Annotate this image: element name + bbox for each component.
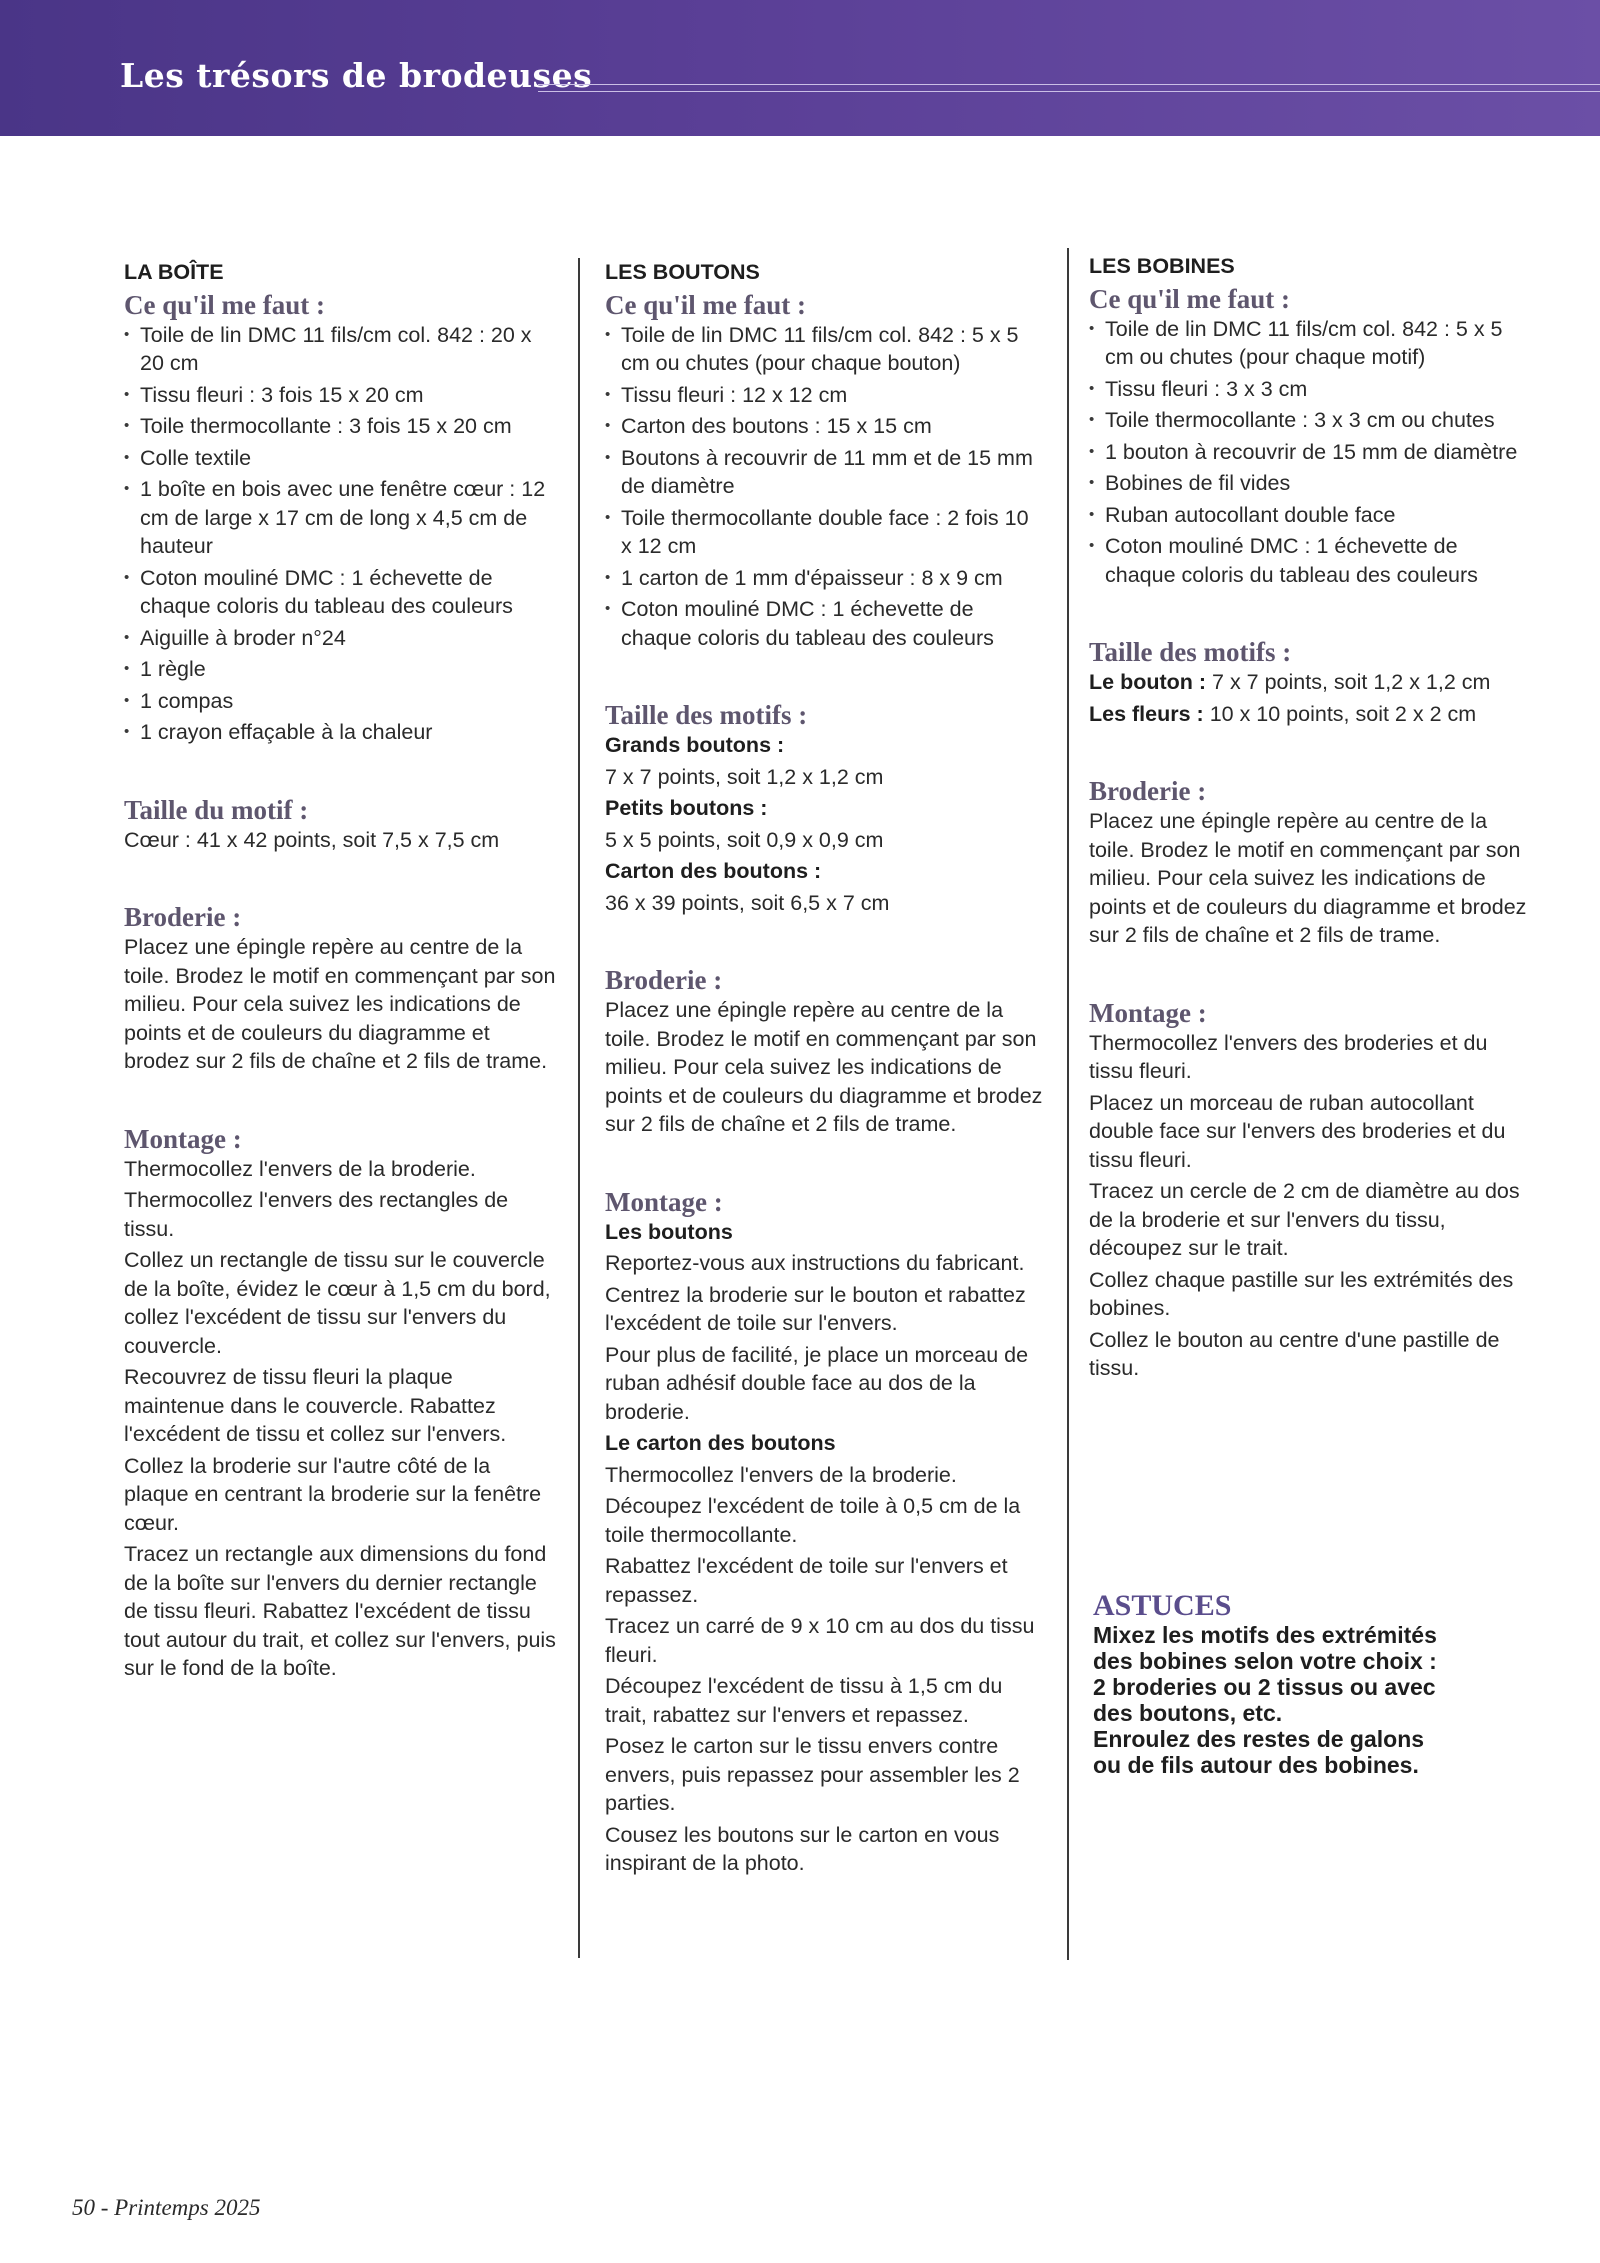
montage-step: Centrez la broderie sur le bouton et rabattez l'excédent de toile sur l'envers.: [605, 1282, 1026, 1335]
size-line: [1089, 700, 1529, 729]
materials-list: [1089, 315, 1529, 590]
montage-step: Thermocollez l'envers de la broderie.: [605, 1462, 957, 1487]
montage-step: Collez un rectangle de tissu sur le couvercle de la boîte, évidez le cœur à 1,5 cm du bord, collez l'excédent de tissu sur l'envers du couvercle.: [124, 1248, 551, 1358]
montage-step: Reportez-vous aux instructions du fabricant.: [605, 1251, 1025, 1275]
list-item: • Bobines de fil vides: [1089, 469, 1529, 498]
montage-subheading: Le carton des boutons: [605, 1431, 836, 1455]
montage-step: Tracez un carré de 9 x 10 cm au dos du tissu fleuri.: [605, 1614, 1035, 1667]
size-heading: Taille du motif :: [124, 794, 309, 825]
astuces-line: Mixez les motifs des extrémités: [1093, 1622, 1437, 1648]
materials-heading: Ce qu'il me faut :: [605, 289, 806, 320]
broderie-heading: Broderie :: [124, 902, 242, 932]
column-divider: [578, 258, 580, 1958]
montage-step: Collez chaque pastille sur les extrémités des bobines.: [1089, 1267, 1514, 1320]
list-item: • 1 boîte en bois avec une fenêtre cœur : 12 cm de large x 17 cm de long x 4,5 cm de hauteur: [124, 475, 556, 561]
size-label: Grands boutons :: [605, 733, 785, 757]
astuces-line: des bobines selon votre choix :: [1093, 1648, 1437, 1674]
list-item: • 1 carton de 1 mm d'épaisseur : 8 x 9 cm: [605, 564, 1045, 593]
list-item: • Tissu fleuri : 3 fois 15 x 20 cm: [124, 381, 556, 410]
header-rule: [538, 84, 1600, 92]
broderie-text: Placez une épingle repère au centre de la toile. Brodez le motif en commençant par son milieu. Pour cela suivez les indications de points et de couleurs du diagramme et brodez sur 2 fils de chaîne et 2 fils de trame.: [124, 935, 556, 1073]
size-label: Carton des boutons :: [605, 859, 822, 883]
size-value: 7 x 7 points, soit 1,2 x 1,2 cm: [605, 764, 884, 789]
magazine-section-title: Les trésors de brodeuses: [120, 56, 593, 95]
size-value: 7 x 7 points, soit 1,2 x 1,2 cm: [1212, 670, 1491, 694]
list-item: • Toile de lin DMC 11 fils/cm col. 842 : 5 x 5 cm ou chutes (pour chaque motif): [1089, 315, 1529, 372]
materials-heading: Ce qu'il me faut :: [124, 289, 325, 320]
list-item: • Coton mouliné DMC : 1 échevette de chaque coloris du tableau des couleurs: [605, 595, 1045, 652]
list-item: • Toile thermocollante : 3 x 3 cm ou chutes: [1089, 406, 1529, 435]
page-footer: 50 - Printemps 2025: [72, 2195, 261, 2220]
size-heading: Taille des motifs :: [1089, 637, 1292, 667]
broderie-text: Placez une épingle repère au centre de la toile. Brodez le motif en commençant par son milieu. Pour cela suivez les indications de points et de couleurs du diagramme et brodez sur 2 fils de chaîne et 2 fils de trame.: [605, 998, 1043, 1136]
montage-heading: Montage :: [1089, 997, 1207, 1028]
list-item: • Coton mouliné DMC : 1 échevette de chaque coloris du tableau des couleurs: [124, 564, 556, 621]
montage-step: Thermocollez l'envers des broderies et du tissu fleuri.: [1089, 1030, 1488, 1083]
list-item: • 1 crayon effaçable à la chaleur: [124, 718, 556, 747]
list-item: • Toile de lin DMC 11 fils/cm col. 842 : 5 x 5 cm ou chutes (pour chaque bouton): [605, 321, 1045, 378]
project-title: LES BOUTONS: [605, 260, 760, 284]
materials-heading: Ce qu'il me faut :: [1089, 283, 1290, 314]
materials-list: [124, 321, 556, 747]
list-item: • 1 bouton à recouvrir de 15 mm de diamètre: [1089, 438, 1529, 467]
montage-step: Thermocollez l'envers de la broderie.: [124, 1156, 476, 1181]
list-item: • Ruban autocollant double face: [1089, 501, 1529, 530]
montage-step: Découpez l'excédent de tissu à 1,5 cm du trait, rabattez sur l'envers et repassez.: [605, 1674, 1003, 1727]
astuces-line: Enroulez des restes de galons: [1093, 1726, 1425, 1752]
size-value: 10 x 10 points, soit 2 x 2 cm: [1209, 701, 1477, 726]
size-value: 36 x 39 points, soit 6,5 x 7 cm: [605, 890, 890, 915]
list-item: • Boutons à recouvrir de 11 mm et de 15 mm de diamètre: [605, 444, 1045, 501]
montage-subheading: Les boutons: [605, 1219, 733, 1244]
astuces-line: 2 broderies ou 2 tissus ou avec: [1093, 1674, 1436, 1700]
broderie-heading: Broderie :: [1089, 776, 1207, 806]
astuces-box: [1093, 1590, 1533, 1778]
size-line: [1089, 668, 1529, 697]
montage-step: Posez le carton sur le tissu envers contre envers, puis repassez pour assembler les 2 parties.: [605, 1734, 1020, 1815]
broderie-heading: Broderie :: [605, 965, 723, 995]
montage-step: Thermocollez l'envers des rectangles de tissu.: [124, 1188, 509, 1241]
astuces-line: ou de fils autour des bobines.: [1093, 1752, 1419, 1778]
montage-step: Pour plus de facilité, je place un morceau de ruban adhésif double face au dos de la broderie.: [605, 1342, 1029, 1424]
montage-step: Cousez les boutons sur le carton en vous inspirant de la photo.: [605, 1822, 1000, 1875]
list-item: • Carton des boutons : 15 x 15 cm: [605, 412, 1045, 441]
project-title: LA BOÎTE: [124, 260, 224, 284]
montage-step: Collez le bouton au centre d'une pastille de tissu.: [1089, 1327, 1500, 1380]
size-label: Petits boutons :: [605, 796, 768, 820]
montage-step: Collez la broderie sur l'autre côté de la plaque en centrant la broderie sur la fenêtre cœur.: [124, 1453, 542, 1535]
header-banner: [0, 0, 1600, 136]
montage-step: Tracez un rectangle aux dimensions du fond de la boîte sur l'envers du dernier rectangle de tissu fleuri. Rabattez l'excédent de tissu tout autour du trait, et collez sur l'envers, puis sur le fond de la boîte.: [124, 1542, 556, 1680]
list-item: • Colle textile: [124, 444, 556, 473]
montage-step: Placez un morceau de ruban autocollant double face sur l'envers des broderies et du tissu fleuri.: [1089, 1090, 1506, 1172]
list-item: • Toile thermocollante : 3 fois 15 x 20 cm: [124, 412, 556, 441]
list-item: • 1 règle: [124, 655, 556, 684]
size-value: 5 x 5 points, soit 0,9 x 0,9 cm: [605, 827, 884, 852]
montage-heading: Montage :: [124, 1123, 242, 1154]
montage-step: Recouvrez de tissu fleuri la plaque maintenue dans le couvercle. Rabattez l'excédent de tissu et collez sur l'envers.: [124, 1365, 507, 1446]
list-item: • Tissu fleuri : 12 x 12 cm: [605, 381, 1045, 410]
montage-step: Tracez un cercle de 2 cm de diamètre au dos de la broderie et sur l'envers du tissu, découpez sur le trait.: [1089, 1179, 1520, 1260]
list-item: • 1 compas: [124, 687, 556, 716]
list-item: • Aiguille à broder n°24: [124, 624, 556, 653]
column-les-boutons: [605, 258, 1045, 1881]
size-heading: Taille des motifs :: [605, 700, 808, 730]
montage-heading: Montage :: [605, 1186, 723, 1217]
column-divider: [1067, 248, 1069, 1960]
astuces-title: ASTUCES: [1093, 1589, 1232, 1622]
size-text: Cœur : 41 x 42 points, soit 7,5 x 7,5 cm: [124, 827, 500, 852]
list-item: • Tissu fleuri : 3 x 3 cm: [1089, 375, 1529, 404]
montage-step: Rabattez l'excédent de toile sur l'envers et repassez.: [605, 1554, 1008, 1607]
size-label: Les fleurs :: [1089, 701, 1204, 726]
materials-list: [605, 321, 1045, 653]
montage-step: Découpez l'excédent de toile à 0,5 cm de la toile thermocollante.: [605, 1494, 1021, 1547]
project-title: LES BOBINES: [1089, 254, 1235, 278]
column-la-boite: [124, 258, 556, 1686]
size-label: Le bouton :: [1089, 670, 1207, 694]
astuces-line: des boutons, etc.: [1093, 1700, 1283, 1726]
list-item: • Coton mouliné DMC : 1 échevette de chaque coloris du tableau des couleurs: [1089, 532, 1529, 589]
broderie-text: Placez une épingle repère au centre de la toile. Brodez le motif en commençant par son milieu. Pour cela suivez les indications de points et de couleurs du diagramme et brodez sur 2 fils de chaîne et 2 fils de trame.: [1089, 809, 1527, 947]
list-item: • Toile de lin DMC 11 fils/cm col. 842 : 20 x 20 cm: [124, 321, 556, 378]
list-item: • Toile thermocollante double face : 2 fois 10 x 12 cm: [605, 504, 1045, 561]
column-les-bobines: [1089, 252, 1529, 1386]
